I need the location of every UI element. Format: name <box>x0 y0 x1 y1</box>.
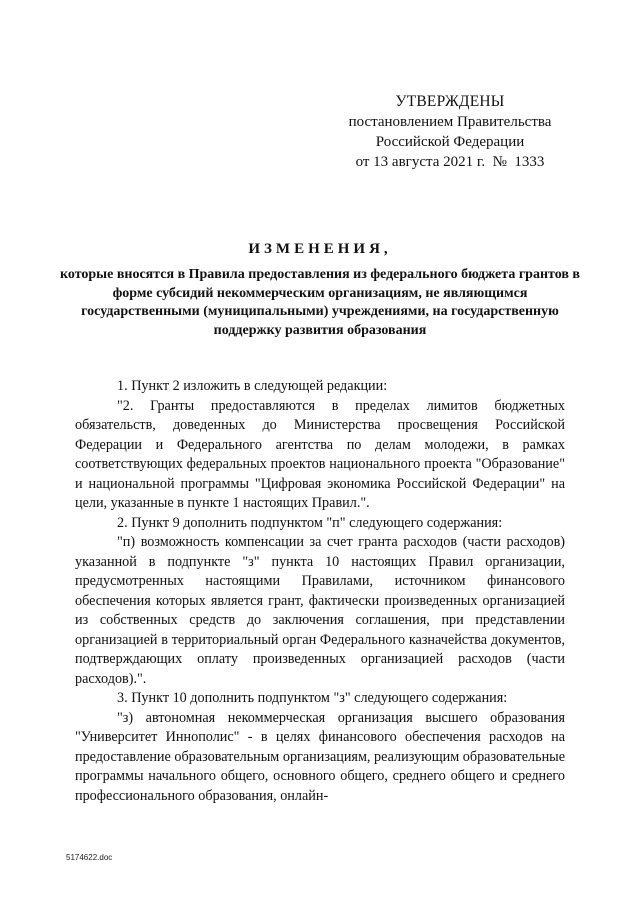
approval-heading: УТВЕРЖДЕНЫ <box>395 93 505 110</box>
approval-line-1: постановлением Правительства <box>348 114 552 130</box>
paragraph-2: "2. Гранты предоставляются в пределах лимитов бюджетных обязательств, доведенных до Министерства просвещения Российской Федерации и Федерального агентства по делам молодежи, в рамках соответствующих федеральных проектов национального проекта "Образование" и национальной программы "Цифровая экономика Российской Федерации" на цели, указанные в пункте 1 настоящих Правил.". <box>75 397 565 511</box>
paragraph-1: 1. Пункт 2 изложить в следующей редакции: <box>117 378 388 394</box>
approval-line-3: от 13 августа 2021 г. № 1333 <box>355 154 545 170</box>
paragraph-6: "з) автономная некоммерческая организация высшего образования "Университет Иннополис" - в целях финансового обеспечения расходов на предоставление образовательным организациям, реализующим образовательные программы начального общего, основного общего, среднего общего и среднего профессионального образования, онлайн- <box>75 709 565 804</box>
document-title <box>60 236 580 340</box>
paragraph-4: "п) возможность компенсации за счет гранта расходов (части расходов) указанной в подпункте "з" пункта 10 настоящих Правил организации, предусмотренных настоящими Правилами, источником финансового обеспечения которых является грант, фактически произведенных организацией из собственных средств до заключения соглашения, при представлении организацией в территориальный орган Федерального казначейства документов, подтверждающих оплату произведенных организацией расходов (части расходов).". <box>75 534 565 687</box>
paragraph-3: 2. Пункт 9 дополнить подпунктом "п" следующего содержания: <box>117 514 503 531</box>
title-subtitle: которые вносятся в Правила предоставления из федерального бюджета грантов в форме субсидий некоммерческим организациям, не являющимся государственными (муниципальными) учреждениями, на государственную поддержку развития образования <box>60 267 580 338</box>
document-body <box>75 377 565 806</box>
approval-line-2: Российской Федерации <box>375 134 525 150</box>
approval-stamp <box>340 92 560 172</box>
document-code: 5174622.doc <box>66 853 113 862</box>
paragraph-5: 3. Пункт 10 дополнить подпунктом "з" следующего содержания: <box>117 690 508 706</box>
title-main: ИЗМЕНЕНИЯ, <box>248 241 392 257</box>
